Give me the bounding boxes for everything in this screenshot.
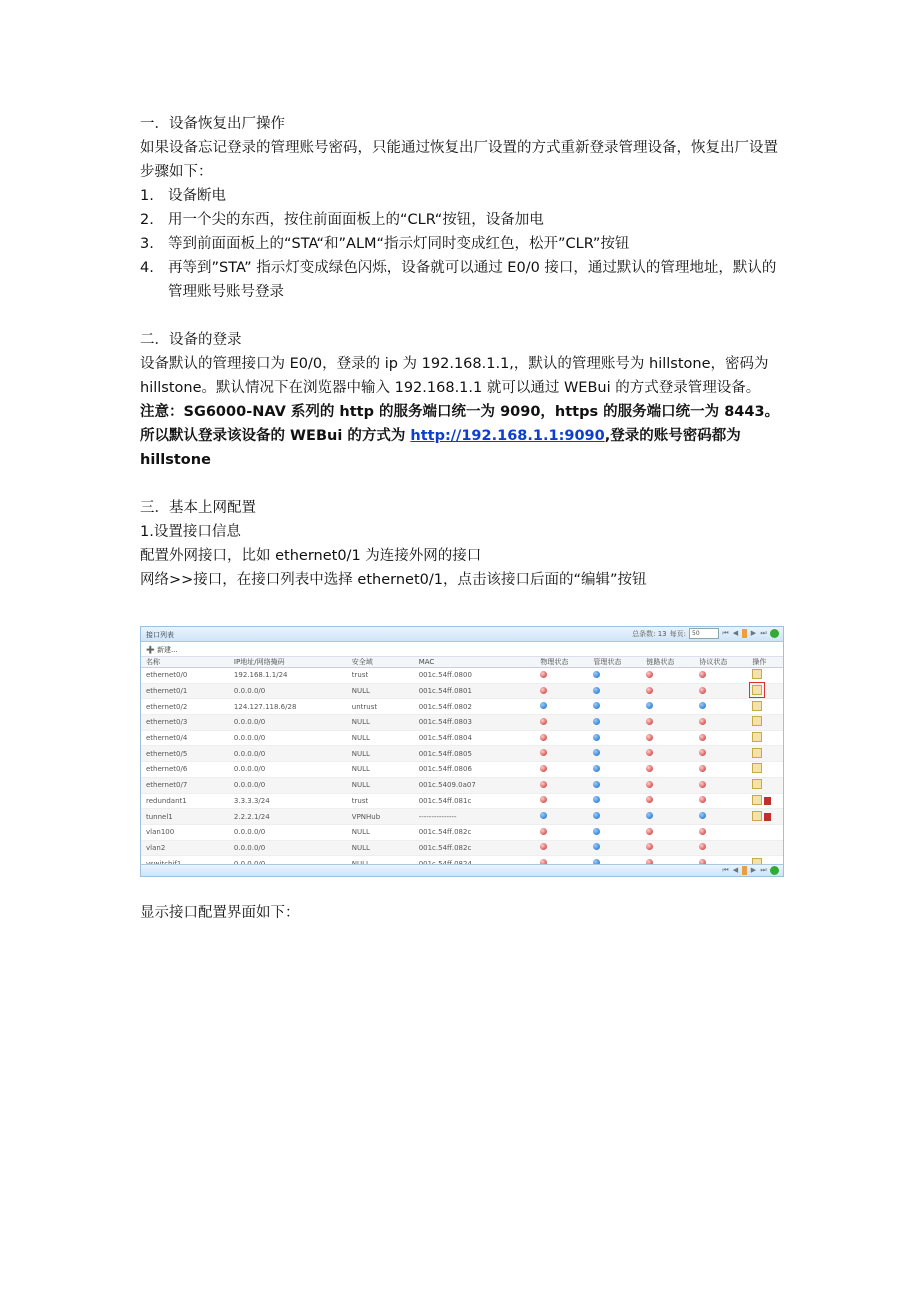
step-number: 3. bbox=[140, 236, 154, 252]
column-header[interactable]: 操作 bbox=[747, 657, 783, 668]
column-header[interactable]: 名称 bbox=[141, 657, 229, 668]
status-cell bbox=[694, 699, 747, 715]
status-down-icon bbox=[699, 781, 706, 788]
status-cell bbox=[641, 824, 694, 840]
status-down-icon bbox=[540, 828, 547, 835]
status-down-icon bbox=[646, 796, 653, 803]
refresh-icon[interactable] bbox=[770, 866, 779, 875]
ip-cell: 0.0.0.0/0 bbox=[229, 746, 347, 762]
edit-icon[interactable] bbox=[752, 763, 762, 773]
status-down-icon bbox=[646, 687, 653, 694]
table-row[interactable] bbox=[141, 824, 783, 840]
section2-note bbox=[140, 400, 785, 472]
operation-cell bbox=[747, 683, 783, 699]
status-down-icon bbox=[540, 734, 547, 741]
interface-name-cell: tunnel1 bbox=[141, 809, 229, 825]
status-cell bbox=[588, 840, 641, 856]
section3-line2: 网络>>接口，在接口列表中选择 ethernet0/1，点击该接口后面的“编辑”按钮 bbox=[140, 572, 647, 588]
status-cell bbox=[694, 840, 747, 856]
footer-pagination bbox=[722, 866, 779, 875]
edit-icon[interactable] bbox=[752, 685, 762, 695]
step-item bbox=[140, 232, 785, 256]
interface-name-cell: ethernet0/3 bbox=[141, 715, 229, 731]
table-row[interactable] bbox=[141, 683, 783, 699]
zone-cell: untrust bbox=[347, 699, 414, 715]
status-cell bbox=[694, 793, 747, 809]
ip-cell: 192.168.1.1/24 bbox=[229, 668, 347, 684]
status-cell bbox=[535, 730, 588, 746]
status-cell bbox=[694, 777, 747, 793]
mac-cell: 001c.54ff.082c bbox=[414, 840, 536, 856]
status-cell bbox=[535, 699, 588, 715]
status-up-icon bbox=[593, 749, 600, 756]
status-down-icon bbox=[646, 734, 653, 741]
status-down-icon bbox=[540, 749, 547, 756]
operation-cell bbox=[747, 824, 783, 840]
per-page-select[interactable]: 50 bbox=[689, 628, 719, 639]
interface-name-cell: vlan2 bbox=[141, 840, 229, 856]
table-row[interactable] bbox=[141, 793, 783, 809]
next-page-icon[interactable]: ▶ bbox=[750, 866, 757, 874]
status-down-icon bbox=[699, 828, 706, 835]
status-cell bbox=[694, 668, 747, 684]
pagination bbox=[632, 628, 779, 639]
status-down-icon bbox=[540, 796, 547, 803]
status-down-icon bbox=[699, 671, 706, 678]
status-down-icon bbox=[699, 687, 706, 694]
status-cell bbox=[641, 730, 694, 746]
mac-cell: 001c.54ff.0805 bbox=[414, 746, 536, 762]
status-cell bbox=[641, 668, 694, 684]
step-number: 1. bbox=[140, 188, 154, 204]
per-page-label: 每页: bbox=[669, 629, 686, 638]
table-header-row bbox=[141, 657, 783, 668]
zone-cell: NULL bbox=[347, 746, 414, 762]
status-up-icon bbox=[646, 702, 653, 709]
ip-cell: 0.0.0.0/0 bbox=[229, 840, 347, 856]
interface-name-cell: vlan100 bbox=[141, 824, 229, 840]
status-up-icon bbox=[593, 843, 600, 850]
status-cell bbox=[694, 762, 747, 778]
operation-cell bbox=[747, 840, 783, 856]
table-row[interactable] bbox=[141, 762, 783, 778]
interface-name-cell: ethernet0/0 bbox=[141, 668, 229, 684]
column-header[interactable]: 链路状态 bbox=[641, 657, 694, 668]
zone-cell: NULL bbox=[347, 840, 414, 856]
mac-cell: --------------- bbox=[414, 809, 536, 825]
status-up-icon bbox=[699, 812, 706, 819]
section1-intro: 如果设备忘记登录的管理账号密码，只能通过恢复出厂设置的方式重新登录管理设备，恢复出厂设置步骤如下： bbox=[140, 140, 778, 180]
document-body bbox=[140, 112, 785, 592]
status-cell bbox=[641, 683, 694, 699]
prev-page-icon[interactable]: ◀ bbox=[732, 866, 739, 874]
step-text: 设备断电 bbox=[168, 188, 226, 204]
step-item bbox=[140, 208, 785, 232]
status-up-icon bbox=[593, 812, 600, 819]
status-cell bbox=[588, 730, 641, 746]
status-down-icon bbox=[540, 718, 547, 725]
zone-cell: NULL bbox=[347, 824, 414, 840]
status-cell bbox=[535, 777, 588, 793]
section3-sub: 1.设置接口信息 bbox=[140, 524, 241, 540]
zone-cell: trust bbox=[347, 793, 414, 809]
zone-cell: NULL bbox=[347, 730, 414, 746]
status-down-icon bbox=[540, 765, 547, 772]
status-down-icon bbox=[646, 765, 653, 772]
operation-cell bbox=[747, 730, 783, 746]
status-down-icon bbox=[646, 718, 653, 725]
status-cell bbox=[694, 715, 747, 731]
status-up-icon bbox=[593, 781, 600, 788]
page-number-icon[interactable] bbox=[742, 629, 747, 638]
next-page-icon[interactable]: ▶ bbox=[750, 629, 757, 637]
zone-cell: NULL bbox=[347, 762, 414, 778]
edit-icon[interactable] bbox=[752, 669, 762, 679]
ip-cell: 0.0.0.0/0 bbox=[229, 715, 347, 731]
section1-heading: 一．设备恢复出厂操作 bbox=[140, 116, 285, 132]
section3-line1: 配置外网接口，比如 ethernet0/1 为连接外网的接口 bbox=[140, 548, 482, 564]
status-cell bbox=[641, 777, 694, 793]
zone-cell: NULL bbox=[347, 683, 414, 699]
status-up-icon bbox=[540, 702, 547, 709]
status-up-icon bbox=[593, 828, 600, 835]
last-page-icon[interactable]: ⏭ bbox=[760, 866, 767, 874]
status-cell bbox=[588, 746, 641, 762]
webui-link[interactable]: http://192.168.1.1:9090 bbox=[410, 428, 605, 444]
toolbar bbox=[141, 642, 783, 657]
section3-heading: 三．基本上网配置 bbox=[140, 500, 256, 516]
edit-icon[interactable] bbox=[752, 701, 762, 711]
operation-cell bbox=[747, 762, 783, 778]
status-down-icon bbox=[646, 828, 653, 835]
status-down-icon bbox=[646, 843, 653, 850]
new-button[interactable] bbox=[146, 645, 178, 655]
status-up-icon bbox=[593, 765, 600, 772]
note-text-end: ,登录的账号密码都为 hillstone bbox=[140, 428, 741, 468]
status-cell bbox=[535, 793, 588, 809]
table-row[interactable] bbox=[141, 777, 783, 793]
caption: 显示接口配置界面如下： bbox=[140, 904, 300, 921]
new-button-label: 新建... bbox=[156, 646, 178, 654]
status-cell bbox=[535, 683, 588, 699]
mac-cell: 001c.54ff.0802 bbox=[414, 699, 536, 715]
edit-icon[interactable] bbox=[752, 795, 762, 805]
status-cell bbox=[694, 824, 747, 840]
panel-title: 接口列表 bbox=[146, 631, 174, 639]
status-down-icon bbox=[540, 671, 547, 678]
add-icon: ➕ bbox=[146, 646, 155, 654]
status-cell bbox=[588, 715, 641, 731]
status-cell bbox=[588, 777, 641, 793]
status-cell bbox=[588, 809, 641, 825]
step-item bbox=[140, 184, 785, 208]
status-up-icon bbox=[646, 812, 653, 819]
operation-cell bbox=[747, 668, 783, 684]
status-down-icon bbox=[540, 781, 547, 788]
table-row[interactable] bbox=[141, 809, 783, 825]
interface-name-cell: ethernet0/1 bbox=[141, 683, 229, 699]
interface-table bbox=[141, 657, 783, 872]
status-down-icon bbox=[699, 765, 706, 772]
column-header[interactable]: 物理状态 bbox=[535, 657, 588, 668]
status-cell bbox=[641, 699, 694, 715]
status-up-icon bbox=[593, 796, 600, 803]
operation-cell bbox=[747, 715, 783, 731]
status-down-icon bbox=[699, 734, 706, 741]
zone-cell: NULL bbox=[347, 777, 414, 793]
note-text: 注意：SG6000-NAV 系列的 http 的服务端口统一为 9090，https 的服务端口统一为 8443。所以默认登录该设备的 WEBui 的方式为 bbox=[140, 404, 780, 444]
interface-name-cell: ethernet0/4 bbox=[141, 730, 229, 746]
status-up-icon bbox=[699, 702, 706, 709]
ip-cell: 0.0.0.0/0 bbox=[229, 683, 347, 699]
ip-cell: 124.127.118.6/28 bbox=[229, 699, 347, 715]
step-text: 再等到”STA” 指示灯变成绿色闪烁，设备就可以通过 E0/0 接口，通过默认的管理地址，默认的管理账号账号登录 bbox=[168, 260, 777, 300]
status-down-icon bbox=[646, 781, 653, 788]
table-row[interactable] bbox=[141, 699, 783, 715]
status-cell bbox=[641, 715, 694, 731]
status-cell bbox=[535, 668, 588, 684]
status-up-icon bbox=[593, 702, 600, 709]
interface-name-cell: ethernet0/2 bbox=[141, 699, 229, 715]
mac-cell: 001c.54ff.0801 bbox=[414, 683, 536, 699]
ip-cell: 0.0.0.0/0 bbox=[229, 730, 347, 746]
section2-body: 设备默认的管理接口为 E0/0，登录的 ip 为 192.168.1.1,，默认的管理账号为 hillstone，密码为 hillstone。默认情况下在浏览器中输入 192.168.1.1 就可以通过 WEBui 的方式登录管理设备。 bbox=[140, 356, 769, 396]
mac-cell: 001c.54ff.0803 bbox=[414, 715, 536, 731]
status-cell bbox=[694, 809, 747, 825]
mac-cell: 001c.5409.0a07 bbox=[414, 777, 536, 793]
table-row[interactable] bbox=[141, 668, 783, 684]
table-row[interactable] bbox=[141, 730, 783, 746]
status-down-icon bbox=[699, 749, 706, 756]
edit-icon[interactable] bbox=[752, 716, 762, 726]
table-row[interactable] bbox=[141, 840, 783, 856]
status-cell bbox=[641, 840, 694, 856]
column-header[interactable]: 管理状态 bbox=[588, 657, 641, 668]
status-cell bbox=[694, 683, 747, 699]
status-cell bbox=[588, 699, 641, 715]
status-cell bbox=[588, 824, 641, 840]
panel-header bbox=[141, 627, 783, 642]
status-down-icon bbox=[540, 687, 547, 694]
status-cell bbox=[535, 715, 588, 731]
step-number: 2. bbox=[140, 212, 154, 228]
ip-cell: 0.0.0.0/0 bbox=[229, 824, 347, 840]
ip-cell: 0.0.0.0/0 bbox=[229, 777, 347, 793]
status-cell bbox=[641, 793, 694, 809]
status-down-icon bbox=[699, 796, 706, 803]
column-header[interactable]: 协议状态 bbox=[694, 657, 747, 668]
zone-cell: trust bbox=[347, 668, 414, 684]
refresh-icon[interactable] bbox=[770, 629, 779, 638]
status-up-icon bbox=[593, 734, 600, 741]
status-cell bbox=[694, 746, 747, 762]
status-down-icon bbox=[540, 843, 547, 850]
prev-page-icon[interactable]: ◀ bbox=[732, 629, 739, 637]
edit-icon[interactable] bbox=[752, 811, 762, 821]
interface-name-cell: ethernet0/5 bbox=[141, 746, 229, 762]
edit-icon[interactable] bbox=[752, 779, 762, 789]
operation-cell bbox=[747, 793, 783, 809]
mac-cell: 001c.54ff.0806 bbox=[414, 762, 536, 778]
status-cell bbox=[641, 746, 694, 762]
interface-name-cell: ethernet0/7 bbox=[141, 777, 229, 793]
status-cell bbox=[588, 793, 641, 809]
first-page-icon[interactable]: ⏮ bbox=[722, 866, 729, 874]
interface-name-cell: ethernet0/6 bbox=[141, 762, 229, 778]
ip-cell: 0.0.0.0/0 bbox=[229, 762, 347, 778]
section2-heading: 二．设备的登录 bbox=[140, 332, 242, 348]
mac-cell: 001c.54ff.0804 bbox=[414, 730, 536, 746]
status-cell bbox=[535, 824, 588, 840]
step-text: 用一个尖的东西，按住前面面板上的“CLR“按钮，设备加电 bbox=[168, 212, 544, 228]
status-down-icon bbox=[699, 843, 706, 850]
delete-icon[interactable] bbox=[764, 813, 771, 821]
interface-name-cell: redundant1 bbox=[141, 793, 229, 809]
status-up-icon bbox=[593, 718, 600, 725]
operation-cell bbox=[747, 699, 783, 715]
column-header[interactable]: 安全域 bbox=[347, 657, 414, 668]
operation-cell bbox=[747, 746, 783, 762]
status-cell bbox=[535, 840, 588, 856]
status-up-icon bbox=[593, 687, 600, 694]
status-cell bbox=[588, 683, 641, 699]
step-text: 等到前面面板上的“STA“和”ALM“指示灯同时变成红色，松开”CLR”按钮 bbox=[168, 236, 630, 252]
operation-cell bbox=[747, 777, 783, 793]
zone-cell: VPNHub bbox=[347, 809, 414, 825]
column-header[interactable]: IP地址/网络掩码 bbox=[229, 657, 347, 668]
interface-list-screenshot bbox=[140, 626, 784, 877]
status-cell bbox=[641, 762, 694, 778]
table-row[interactable] bbox=[141, 746, 783, 762]
edit-icon[interactable] bbox=[752, 732, 762, 742]
zone-cell: NULL bbox=[347, 715, 414, 731]
step-item bbox=[140, 256, 785, 304]
status-cell bbox=[535, 762, 588, 778]
mac-cell: 001c.54ff.0800 bbox=[414, 668, 536, 684]
total-count: 总条数: 13 bbox=[632, 629, 667, 638]
page-number-icon[interactable] bbox=[742, 866, 747, 875]
ip-cell: 2.2.2.1/24 bbox=[229, 809, 347, 825]
status-up-icon bbox=[593, 671, 600, 678]
status-cell bbox=[535, 746, 588, 762]
table-body bbox=[141, 668, 783, 872]
status-cell bbox=[641, 809, 694, 825]
step-number: 4. bbox=[140, 260, 154, 276]
edit-icon[interactable] bbox=[752, 748, 762, 758]
table-row[interactable] bbox=[141, 715, 783, 731]
panel-footer bbox=[141, 864, 783, 876]
status-cell bbox=[535, 809, 588, 825]
delete-icon[interactable] bbox=[764, 797, 771, 805]
status-cell bbox=[588, 762, 641, 778]
status-cell bbox=[588, 668, 641, 684]
mac-cell: 001c.54ff.081c bbox=[414, 793, 536, 809]
ip-cell: 3.3.3.3/24 bbox=[229, 793, 347, 809]
mac-cell: 001c.54ff.082c bbox=[414, 824, 536, 840]
status-down-icon bbox=[646, 671, 653, 678]
status-up-icon bbox=[540, 812, 547, 819]
status-cell bbox=[694, 730, 747, 746]
status-down-icon bbox=[646, 749, 653, 756]
last-page-icon[interactable]: ⏭ bbox=[760, 629, 767, 637]
column-header[interactable]: MAC bbox=[414, 657, 536, 668]
operation-cell bbox=[747, 809, 783, 825]
status-down-icon bbox=[699, 718, 706, 725]
first-page-icon[interactable]: ⏮ bbox=[722, 629, 729, 637]
